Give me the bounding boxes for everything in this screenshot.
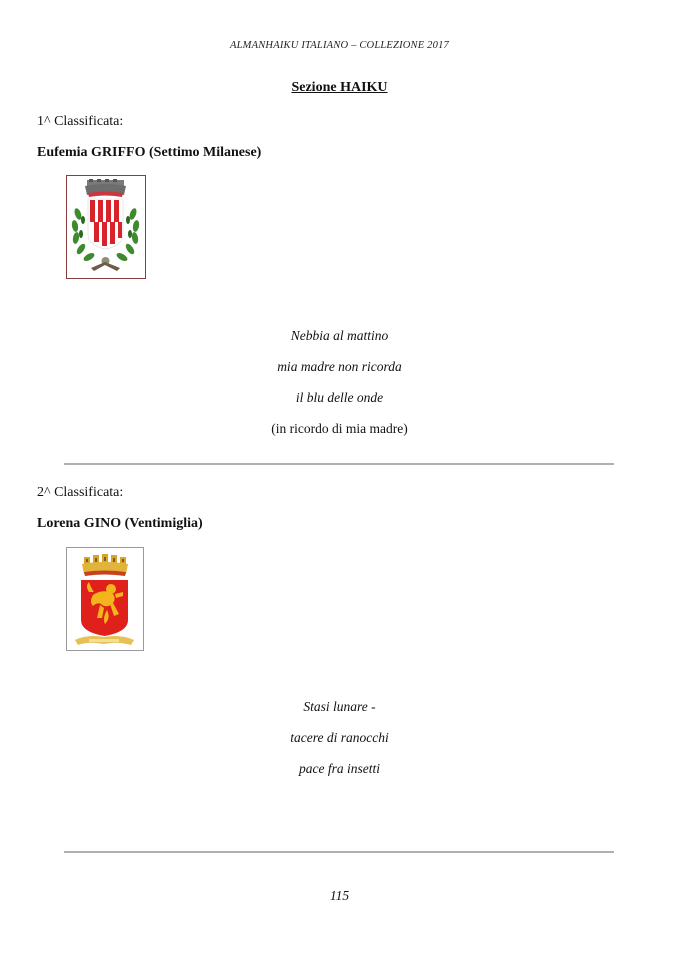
entry-2-author: Lorena GINO (Ventimiglia)	[37, 516, 203, 531]
footer-divider	[64, 851, 614, 853]
entry-1-author: Eufemia GRIFFO (Settimo Milanese)	[37, 145, 262, 160]
entry-2-rank: 2^ Classificata:	[37, 485, 124, 500]
running-header: ALMANHAIKU ITALIANO – COLLEZIONE 2017	[230, 40, 449, 51]
ventimiglia-coat-of-arms-icon	[66, 547, 144, 651]
page-number: 115	[329, 888, 350, 903]
entry-1-poem-line-1: Nebbia al mattino	[290, 328, 389, 343]
section-divider	[64, 463, 614, 465]
entry-1-poem-line-3: il blu delle onde	[295, 390, 384, 405]
entry-1-dedication: (in ricordo di mia madre)	[271, 421, 408, 436]
entry-1-poem-line-2: mia madre non ricorda	[277, 359, 402, 374]
section-title: Sezione HAIKU	[291, 80, 388, 95]
entry-1-rank: 1^ Classificata:	[37, 114, 124, 129]
entry-2-poem-line-3: pace fra insetti	[299, 761, 380, 776]
entry-2-poem-line-2: tacere di ranocchi	[290, 730, 389, 745]
entry-2-poem-line-1: Stasi lunare -	[303, 699, 376, 714]
settimo-milanese-coat-of-arms-icon	[66, 175, 146, 279]
